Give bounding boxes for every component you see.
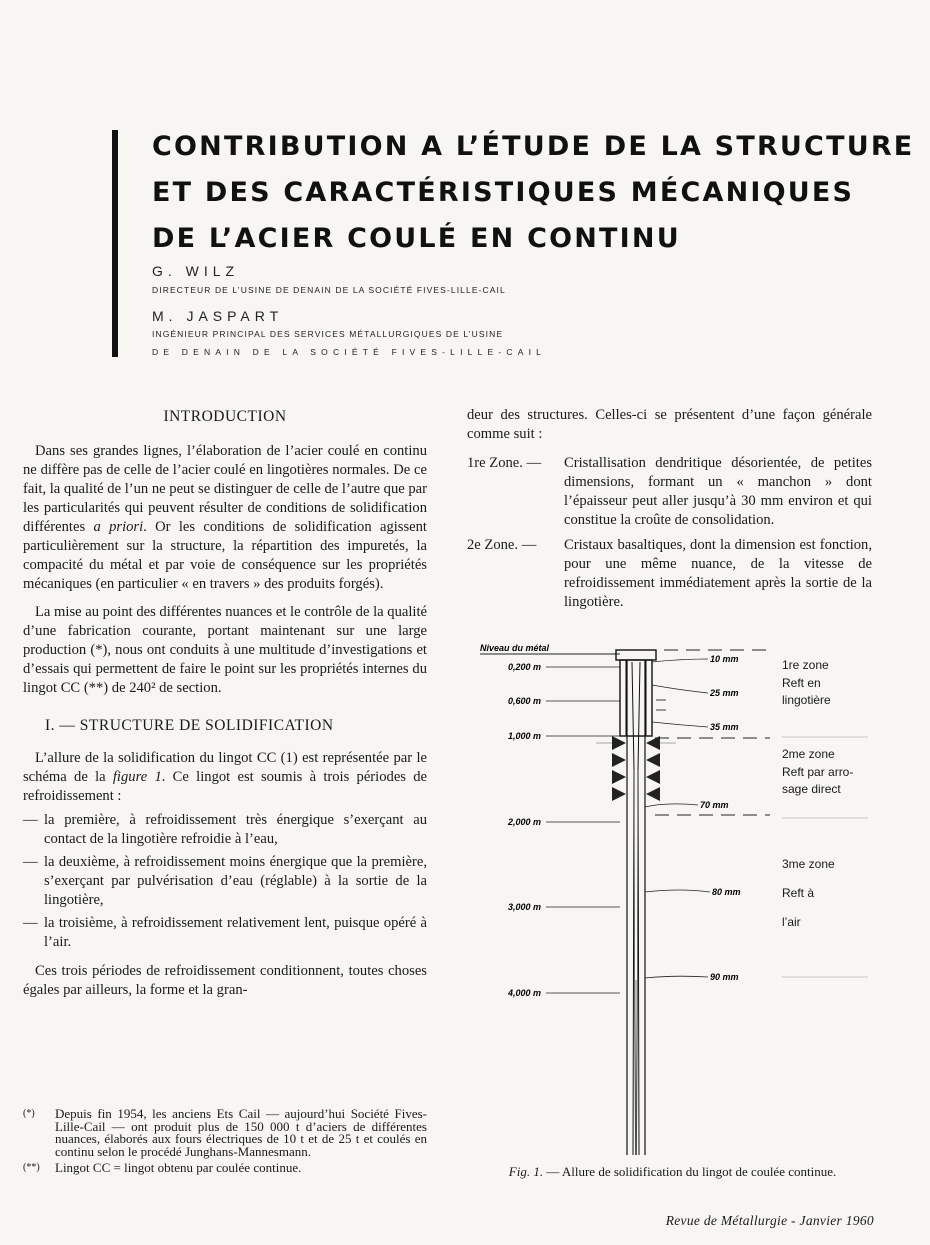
depth-axis xyxy=(507,662,620,998)
zone-2-description: 2e Zone. — Cristaux basaltiques, dont la dimension est fonction, pour une même nuance, de la vitesse de refroidissement immédiatement après la sortie de la lingotière. xyxy=(467,537,872,610)
footnote-1: (*) Depuis fin 1954, les anciens Ets Cail — aujourd’hui Société Fives-Lille-Cail — ont produit plus de 150 000 t d’aciers de différentes nuances, élaborés aux fours électriques de 10 t et de 25 t et coulés en continu selon le procédé Junghans-Mannesmann. xyxy=(23,1106,427,1159)
intro-paragraph-2: La mise au point des différentes nuances et le contrôle de la qualité d’une fabrication courante, portant maintenant sur une large production (*), nous ont conduits à une multitude d’investigations et d’essais qui permettent de faire le point sur les propriétés internes du lingot CC (**) de 240² de section. xyxy=(23,604,427,696)
zone-2-label: 2me zone Reft par arro- sage direct xyxy=(782,747,854,796)
intro-paragraph-1: Dans ses grandes lignes, l’élaboration de l’acier coulé en continu ne diffère pas de celle de l’acier coulé en lingotières normales. De ce fait, la qualité de l’un ne peut se distinguer de celle de l’autre que par les particularités qui peuvent résulter de conditions de solidification différentes a priori. Or les conditions de solidification agissent particulièrement sur la structure, la répartition des impuretés, la compacité du métal et par voie de conséquence sur les propriétés mécaniques (en particulier « en travers » des produits forgés). xyxy=(23,443,428,592)
spray-zone xyxy=(596,736,676,801)
depth-label: 2,000 m xyxy=(508,817,542,827)
thickness-label: 25 mm xyxy=(710,688,739,698)
thickness-labels xyxy=(645,654,741,982)
list-item: — la troisième, à refroidissement relativement lent, puisque opéré à l’air. xyxy=(23,915,427,950)
list-item: — la deuxième, à refroidissement moins énergique que la première, s’exerçant par pulvérisation d’eau (réglable) à la sortie de la lingotière, xyxy=(23,854,427,908)
author-2-affiliation-line-1: INGÉNIEUR PRINCIPAL DES SERVICES MÉTALLURGIQUES DE L’USINE xyxy=(152,329,504,339)
thickness-label: 10 mm xyxy=(710,654,739,664)
mould xyxy=(616,650,666,736)
zone-1-description: 1re Zone. — Cristallisation dendritique désorientée, de petites dimensions, formant un « manchon » dont l’épaisseur peut aller jusqu’à 30 mm environ et qui constitue la croûte de consolidation. xyxy=(467,455,872,528)
article-title xyxy=(152,124,915,262)
thickness-label: 80 mm xyxy=(712,887,741,897)
right-column xyxy=(467,406,872,612)
depth-label: 0,600 m xyxy=(508,696,542,706)
journal-footer: Revue de Métallurgie - Janvier 1960 xyxy=(665,1213,874,1228)
depth-label: 0,200 m xyxy=(508,662,542,672)
ingot-strand xyxy=(627,660,645,1155)
zone-1-label: 1re zone Reft en lingotière xyxy=(782,658,831,707)
figure-1-caption: Fig. 1. — Allure de solidification du lingot de coulée continue. xyxy=(508,1164,837,1179)
section-1-heading: I. — STRUCTURE DE SOLIDIFICATION xyxy=(45,717,334,734)
author-1-name: G. WILZ xyxy=(152,263,240,279)
metal-level-label: Niveau du métal xyxy=(480,643,550,653)
list-item: — la première, à refroidissement très énergique s’exerçant au contact de la lingotière refroidie à l’eau, xyxy=(23,812,427,847)
footnotes xyxy=(23,1108,427,1175)
zone-3-label: 3me zone Reft à l’air xyxy=(782,857,835,929)
title-line-3: DE L’ACIER COULÉ EN CONTINU xyxy=(152,223,681,254)
title-rule xyxy=(112,130,118,357)
author-2-affiliation-line-2: DE DENAIN DE LA SOCIÉTÉ FIVES-LILLE-CAIL xyxy=(152,347,547,357)
section-1-closing-paragraph: Ces trois périodes de refroidissement conditionnent, toutes choses égales par ailleurs, la forme et la gran- xyxy=(23,963,427,998)
section-1-paragraph: L’allure de la solidification du lingot CC (1) est représentée par le schéma de la figure 1. Ce lingot est soumis à trois périodes de refroidissement : xyxy=(23,750,428,804)
footnote-2: (**) Lingot CC = lingot obtenu par coulée continue. xyxy=(23,1160,302,1175)
title-line-2: ET DES CARACTÉRISTIQUES MÉCANIQUES xyxy=(152,177,855,208)
depth-label: 4,000 m xyxy=(508,988,542,998)
author-1-affiliation: DIRECTEUR DE L’USINE DE DENAIN DE LA SOCIÉTÉ FIVES-LILLE-CAIL xyxy=(152,285,506,295)
thickness-label: 90 mm xyxy=(710,972,739,982)
left-column xyxy=(23,407,427,1000)
author-2-name: M. JASPART xyxy=(152,308,284,324)
title-line-1: CONTRIBUTION A L’ÉTUDE DE LA STRUCTURE xyxy=(152,131,915,162)
introduction-heading: INTRODUCTION xyxy=(163,408,287,425)
thickness-label: 70 mm xyxy=(700,800,729,810)
right-paragraph: deur des structures. Celles-ci se présentent d’une façon générale comme suit : xyxy=(467,407,872,442)
depth-label: 3,000 m xyxy=(508,902,542,912)
depth-label: 1,000 m xyxy=(508,731,542,741)
thickness-label: 35 mm xyxy=(710,722,739,732)
